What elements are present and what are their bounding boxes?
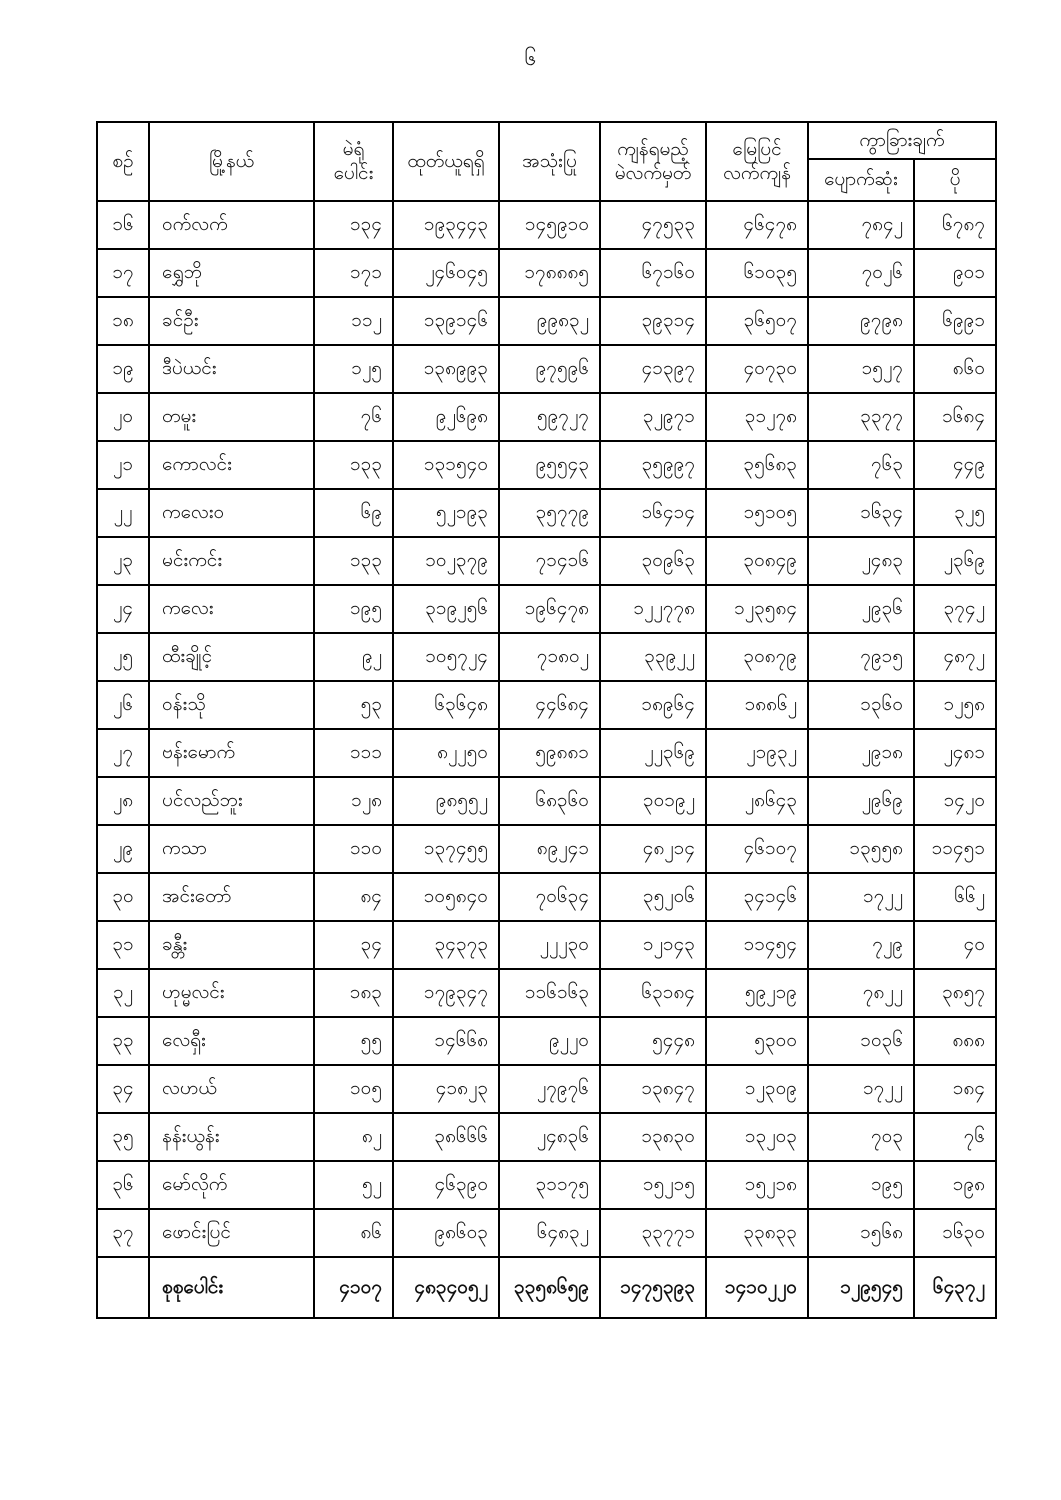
cell-value: ၃၁၉၂၅၆	[393, 585, 499, 633]
cell-value: ၅၉၈၈၁	[499, 729, 600, 777]
cell-value: ၁၉၅	[314, 585, 393, 633]
cell-value: ၃၄	[314, 921, 393, 969]
cell-value: ၃၀၈၇၉	[706, 633, 808, 681]
cell-value: ၁၃၆၀	[808, 681, 914, 729]
cell-serial: ၂၆	[97, 681, 149, 729]
cell-township: ဗန်းမောက်	[149, 729, 314, 777]
cell-value: ၁၃၁၅၄၀	[393, 441, 499, 489]
cell-value: ၄၄၉	[914, 441, 996, 489]
cell-value: ၃၈၆၆၆	[393, 1113, 499, 1161]
cell-value: ၈၂	[314, 1113, 393, 1161]
table-row	[97, 249, 996, 297]
cell-value: ၁၉၈	[914, 1161, 996, 1209]
cell-value: ၃၃၇၇၁	[600, 1209, 706, 1257]
cell-value: ၇၈၂၂	[808, 969, 914, 1017]
cell-value: ၁၅၂၁၈	[706, 1161, 808, 1209]
header-ground-balance-line2: လက်ကျန်	[723, 162, 791, 184]
table-row	[97, 1113, 996, 1161]
cell-value: ၁၉၆၄၇၈	[499, 585, 600, 633]
header-should-remain	[600, 122, 706, 201]
cell-value: ၃၅၉၉၇	[600, 441, 706, 489]
cell-value: ၉၈၆၀၃	[393, 1209, 499, 1257]
cell-value: ၆၁၀၃၅	[706, 249, 808, 297]
cell-value: ၆၇၈၇	[914, 201, 996, 249]
cell-value: ၁၁၁	[314, 729, 393, 777]
cell-value: ၇၁၈၀၂	[499, 633, 600, 681]
cell-serial: ၁၉	[97, 345, 149, 393]
header-ground-balance-line1: မြေပြင်	[732, 138, 782, 160]
cell-value: ၉၂၂၀	[499, 1017, 600, 1065]
cell-value: ၃၃၉၂၂	[600, 633, 706, 681]
cell-value: ၁၄၂၀	[914, 777, 996, 825]
cell-value: ၇၀၃	[808, 1113, 914, 1161]
header-serial: စဉ်	[97, 122, 149, 201]
cell-value: ၂၂၂၃၀	[499, 921, 600, 969]
cell-value: ၉၂	[314, 633, 393, 681]
cell-value: ၁၃၈၉၉၃	[393, 345, 499, 393]
cell-value: ၁၂၅	[314, 345, 393, 393]
cell-value: ၁၅၁၀၅	[706, 489, 808, 537]
cell-value: ၄၇၅၃၃	[600, 201, 706, 249]
table-header	[97, 122, 996, 201]
cell-value: ၁၂၂၇၇၈	[600, 585, 706, 633]
cell-value: ၈၆၀	[914, 345, 996, 393]
cell-value: ၁၆၈၄	[914, 393, 996, 441]
cell-value: ၉၀၁	[914, 249, 996, 297]
header-should-remain-line2: မဲလက်မှတ်	[614, 162, 692, 184]
cell-township: မော်လိုက်	[149, 1161, 314, 1209]
total-value: ၁၂၉၅၄၅	[808, 1257, 914, 1318]
cell-township: ပင်လည်ဘူး	[149, 777, 314, 825]
cell-value: ၁၃၇၄၅၅	[393, 825, 499, 873]
cell-township: မင်းကင်း	[149, 537, 314, 585]
cell-value: ၁၈၄	[914, 1065, 996, 1113]
total-value: ၁၄၇၅၃၉၃	[600, 1257, 706, 1318]
cell-value: ၃၆၅၀၇	[706, 297, 808, 345]
header-polling-stations	[314, 122, 393, 201]
cell-township: လဟယ်	[149, 1065, 314, 1113]
cell-value: ၅၉၂၁၉	[706, 969, 808, 1017]
cell-value: ၂၄၈၃	[808, 537, 914, 585]
cell-serial: ၃၁	[97, 921, 149, 969]
cell-serial: ၂၃	[97, 537, 149, 585]
cell-value: ၁၄၅၉၁၀	[499, 201, 600, 249]
total-value: ၄၈၃၄၀၅၂	[393, 1257, 499, 1318]
cell-value: ၁၂၃၀၉	[706, 1065, 808, 1113]
cell-value: ၁၁၆၁၆၃	[499, 969, 600, 1017]
table-row	[97, 1209, 996, 1257]
cell-serial: ၃၄	[97, 1065, 149, 1113]
cell-value: ၅၅	[314, 1017, 393, 1065]
cell-value: ၁၁၄၅၁	[914, 825, 996, 873]
cell-value: ၂၄၆၀၄၅	[393, 249, 499, 297]
cell-value: ၄၁၃၉၇	[600, 345, 706, 393]
cell-value: ၁၂၁၄၃	[600, 921, 706, 969]
header-difference: ကွာခြားချက်	[808, 122, 996, 159]
cell-value: ၁၄၆၆၈	[393, 1017, 499, 1065]
cell-value: ၅၂၁၉၃	[393, 489, 499, 537]
cell-value: ၇၁၄၁၆	[499, 537, 600, 585]
cell-value: ၉၅၅၄၃	[499, 441, 600, 489]
cell-value: ၂၉၁၈	[808, 729, 914, 777]
cell-value: ၂၉၃၆	[808, 585, 914, 633]
cell-value: ၁၃၄	[314, 201, 393, 249]
cell-value: ၁၃၈၄၇	[600, 1065, 706, 1113]
cell-value: ၅၃	[314, 681, 393, 729]
cell-serial: ၃၂	[97, 969, 149, 1017]
table-row	[97, 1065, 996, 1113]
cell-value: ၃၁၁၇၅	[499, 1161, 600, 1209]
cell-value: ၇၂၉	[808, 921, 914, 969]
cell-value: ၆၉၉၁	[914, 297, 996, 345]
cell-value: ၆၄၈၃၂	[499, 1209, 600, 1257]
cell-value: ၃၄၁၄၆	[706, 873, 808, 921]
cell-value: ၆၆၂	[914, 873, 996, 921]
table-row	[97, 297, 996, 345]
cell-value: ၁၈၉၆၄	[600, 681, 706, 729]
cell-value: ၃၅၂၀၆	[600, 873, 706, 921]
cell-value: ၁၈၃	[314, 969, 393, 1017]
cell-value: ၆၇၁၆၀	[600, 249, 706, 297]
cell-value: ၂၈၆၄၃	[706, 777, 808, 825]
cell-township: တမူး	[149, 393, 314, 441]
cell-value: ၄၈၇၂	[914, 633, 996, 681]
cell-value: ၈၂၂၅၀	[393, 729, 499, 777]
table-row	[97, 537, 996, 585]
cell-value: ၃၈၅၇	[914, 969, 996, 1017]
cell-value: ၁၇၂၂	[808, 873, 914, 921]
cell-value: ၁၀၅၈၄၀	[393, 873, 499, 921]
cell-value: ၂၄၈၁	[914, 729, 996, 777]
table-body	[97, 201, 996, 1318]
cell-serial: ၂၅	[97, 633, 149, 681]
table-row	[97, 585, 996, 633]
table-row	[97, 633, 996, 681]
header-polling-stations-line1: မဲရုံ	[342, 138, 365, 160]
cell-value: ၁၉၅	[808, 1161, 914, 1209]
cell-value: ၂၄၈၃၆	[499, 1113, 600, 1161]
cell-serial: ၂၇	[97, 729, 149, 777]
cell-serial: ၃၀	[97, 873, 149, 921]
cell-value: ၁၁၀	[314, 825, 393, 873]
cell-value: ၁၀၅	[314, 1065, 393, 1113]
table-row	[97, 777, 996, 825]
cell-value: ၄၆၄၇၈	[706, 201, 808, 249]
cell-serial: ၁၇	[97, 249, 149, 297]
cell-value: ၃၀၈၄၉	[706, 537, 808, 585]
cell-value: ၉၇၅၉၆	[499, 345, 600, 393]
cell-value: ၆၃၁၈၄	[600, 969, 706, 1017]
table-row	[97, 441, 996, 489]
cell-value: ၁၅၂၁၅	[600, 1161, 706, 1209]
table-row	[97, 489, 996, 537]
cell-value: ၁၇၁	[314, 249, 393, 297]
cell-value: ၈၆	[314, 1209, 393, 1257]
cell-value: ၃၃၈၃၃	[706, 1209, 808, 1257]
header-surplus: ပို	[914, 159, 996, 201]
cell-value: ၇၆	[314, 393, 393, 441]
cell-value: ၃၀၁၉၂	[600, 777, 706, 825]
cell-value: ၁၀၂၃၇၉	[393, 537, 499, 585]
cell-value: ၁၁၂	[314, 297, 393, 345]
cell-value: ၁၁၄၅၄	[706, 921, 808, 969]
cell-value: ၆၈၃၆၀	[499, 777, 600, 825]
cell-value: ၇၀၆၃၄	[499, 873, 600, 921]
page-number: ၆	[524, 47, 537, 70]
cell-serial: ၃၃	[97, 1017, 149, 1065]
cell-value: ၃၃၇၇	[808, 393, 914, 441]
cell-value: ၃၅၆၈၃	[706, 441, 808, 489]
cell-township: ဝက်လက်	[149, 201, 314, 249]
table-row	[97, 969, 996, 1017]
cell-township: အင်းတော်	[149, 873, 314, 921]
cell-value: ၆၃၆၄၈	[393, 681, 499, 729]
cell-value: ၃၇၄၂	[914, 585, 996, 633]
cell-value: ၁၇၈၈၈၅	[499, 249, 600, 297]
total-value	[97, 1257, 149, 1318]
cell-value: ၂၇၉၇၆	[499, 1065, 600, 1113]
total-label: စုစုပေါင်း	[149, 1257, 314, 1318]
cell-value: ၄၁၈၂၃	[393, 1065, 499, 1113]
table-row	[97, 393, 996, 441]
cell-value: ၁၃၃	[314, 537, 393, 585]
cell-township: လေရှီး	[149, 1017, 314, 1065]
cell-serial: ၁၆	[97, 201, 149, 249]
cell-township: ကသာ	[149, 825, 314, 873]
header-polling-stations-line2: ပေါင်း	[333, 162, 374, 184]
table-row	[97, 921, 996, 969]
cell-serial: ၃၇	[97, 1209, 149, 1257]
cell-township: ဝန်းသို	[149, 681, 314, 729]
cell-value: ၁၃၅၅၈	[808, 825, 914, 873]
header-ballots-received: ထုတ်ယူရရှိ	[393, 122, 499, 201]
cell-value: ၃၉၃၁၄	[600, 297, 706, 345]
cell-township: ခင်ဦး	[149, 297, 314, 345]
ballot-paper-summary-table	[96, 121, 997, 1319]
table-row	[97, 1161, 996, 1209]
cell-value: ၈၈၈	[914, 1017, 996, 1065]
cell-value: ၁၈၈၆၂	[706, 681, 808, 729]
cell-value: ၃၄၃၇၃	[393, 921, 499, 969]
cell-serial: ၃၆	[97, 1161, 149, 1209]
cell-value: ၄၆၁၀၇	[706, 825, 808, 873]
cell-value: ၉၉၈၃၂	[499, 297, 600, 345]
cell-township: နန်းယွန်း	[149, 1113, 314, 1161]
cell-value: ၁၅၂၇	[808, 345, 914, 393]
cell-value: ၈၉၂၄၁	[499, 825, 600, 873]
table-total-row	[97, 1257, 996, 1318]
table-row	[97, 825, 996, 873]
cell-value: ၁၂၃၅၈၄	[706, 585, 808, 633]
cell-serial: ၂၀	[97, 393, 149, 441]
table-row	[97, 873, 996, 921]
cell-value: ၆၉	[314, 489, 393, 537]
cell-value: ၂၂၃၆၉	[600, 729, 706, 777]
total-value: ၄၁၀၇	[314, 1257, 393, 1318]
cell-township: ဖောင်းပြင်	[149, 1209, 314, 1257]
cell-township: ကောလင်း	[149, 441, 314, 489]
cell-township: ကလေးဝ	[149, 489, 314, 537]
header-ballots-used: အသုံးပြု	[499, 122, 600, 201]
cell-value: ၁၆၃၀	[914, 1209, 996, 1257]
cell-value: ၄၈၂၁၄	[600, 825, 706, 873]
cell-township: ကလေး	[149, 585, 314, 633]
cell-value: ၂၉၆၉	[808, 777, 914, 825]
cell-value: ၇၆	[914, 1113, 996, 1161]
cell-value: ၁၀၃၆	[808, 1017, 914, 1065]
cell-value: ၇၈၄၂	[808, 201, 914, 249]
cell-value: ၅၂	[314, 1161, 393, 1209]
cell-value: ၈၄	[314, 873, 393, 921]
cell-value: ၁၇၉၃၄၇	[393, 969, 499, 1017]
cell-value: ၃၀၉၆၃	[600, 537, 706, 585]
table-row	[97, 345, 996, 393]
cell-value: ၅၉၇၂၇	[499, 393, 600, 441]
cell-township: ထီးချိုင့်	[149, 633, 314, 681]
cell-value: ၉၇၉၈	[808, 297, 914, 345]
cell-value: ၁၀၅၇၂၄	[393, 633, 499, 681]
cell-value: ၁၇၂၂	[808, 1065, 914, 1113]
table-row	[97, 1017, 996, 1065]
cell-value: ၄၄၆၈၄	[499, 681, 600, 729]
cell-township: ဟုမ္မလင်း	[149, 969, 314, 1017]
table-row	[97, 681, 996, 729]
cell-value: ၃၁၂၇၈	[706, 393, 808, 441]
cell-value: ၁၉၃၄၄၃	[393, 201, 499, 249]
total-value: ၃၃၅၈၆၅၉	[499, 1257, 600, 1318]
cell-serial: ၂၉	[97, 825, 149, 873]
header-should-remain-line1: ကျန်ရမည့်	[617, 138, 689, 160]
cell-value: ၁၃၂၀၃	[706, 1113, 808, 1161]
cell-value: ၁၅၆၈	[808, 1209, 914, 1257]
cell-value: ၇၀၂၆	[808, 249, 914, 297]
cell-value: ၃၂၅	[914, 489, 996, 537]
cell-serial: ၃၅	[97, 1113, 149, 1161]
cell-value: ၁၂၈	[314, 777, 393, 825]
header-ground-balance	[706, 122, 808, 201]
cell-serial: ၂၂	[97, 489, 149, 537]
table-row	[97, 729, 996, 777]
cell-serial: ၂၄	[97, 585, 149, 633]
cell-township: ဒီပဲယင်း	[149, 345, 314, 393]
cell-value: ၄၆၃၉၀	[393, 1161, 499, 1209]
cell-value: ၄၀၇၃၀	[706, 345, 808, 393]
cell-value: ၉၈၅၅၂	[393, 777, 499, 825]
cell-value: ၁၃၈၃၀	[600, 1113, 706, 1161]
total-value: ၁၄၁၀၂၂၀	[706, 1257, 808, 1318]
cell-serial: ၂၁	[97, 441, 149, 489]
cell-value: ၇၉၁၅	[808, 633, 914, 681]
table-row	[97, 201, 996, 249]
cell-value: ၁၆၄၁၄	[600, 489, 706, 537]
cell-value: ၁၆၃၄	[808, 489, 914, 537]
cell-value: ၇၆၃	[808, 441, 914, 489]
cell-value: ၄၀	[914, 921, 996, 969]
cell-value: ၅၃၀၀	[706, 1017, 808, 1065]
cell-value: ၁၃၃	[314, 441, 393, 489]
cell-value: ၂၃၆၉	[914, 537, 996, 585]
cell-value: ၅၄၄၈	[600, 1017, 706, 1065]
header-missing: ပျောက်ဆုံး	[808, 159, 914, 201]
cell-value: ၁၃၉၁၄၆	[393, 297, 499, 345]
header-township: မြို့နယ်	[149, 122, 314, 201]
cell-township: ရွှေဘို	[149, 249, 314, 297]
cell-value: ၁၂၅၈	[914, 681, 996, 729]
cell-township: ခန္တီး	[149, 921, 314, 969]
cell-serial: ၁၈	[97, 297, 149, 345]
cell-value: ၂၁၉၃၂	[706, 729, 808, 777]
cell-value: ၃၅၇၇၉	[499, 489, 600, 537]
cell-value: ၃၂၉၇၁	[600, 393, 706, 441]
cell-value: ၉၂၆၉၈	[393, 393, 499, 441]
total-value: ၆၄၃၇၂	[914, 1257, 996, 1318]
cell-serial: ၂၈	[97, 777, 149, 825]
